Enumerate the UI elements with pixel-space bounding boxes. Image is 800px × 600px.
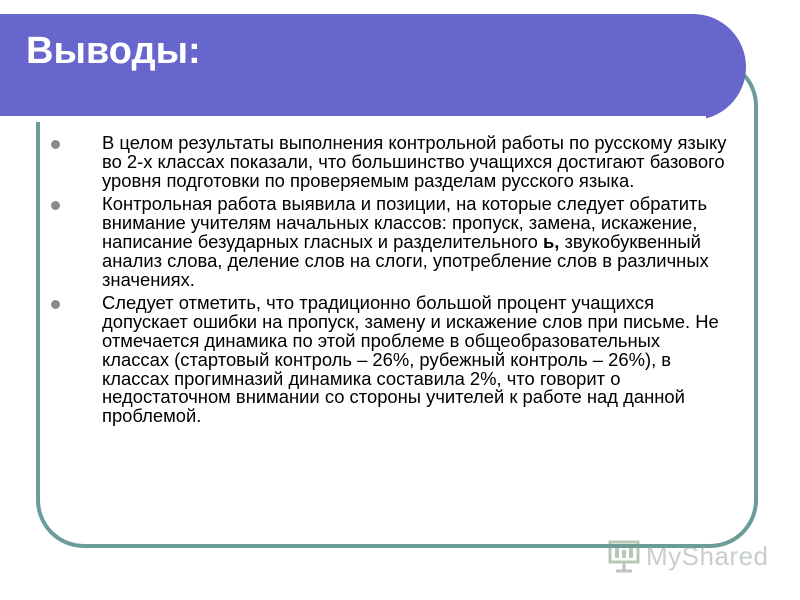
bullet-dot-icon bbox=[51, 300, 60, 309]
bullet-item-3 bbox=[50, 294, 730, 426]
bullet-text-3: Следует отметить, что традиционно большой процент учащихся допускает ошибки на пропуск, замену и искажение слов при письме. Не отмечается динамика по этой проблеме в общеобразовательных классах (стартовый контроль – 26%, рубежный контроль – 26%), в классах прогимназий динамика составила 2%, что говорит о недостаточном внимании со стороны учителей к работе над данной проблемой. bbox=[102, 292, 719, 427]
bullet-text-2-soft-sign: ь, bbox=[542, 230, 560, 252]
bullet-dot-icon bbox=[51, 140, 60, 149]
bullet-dot-icon bbox=[51, 201, 60, 210]
bullet-item-1 bbox=[50, 134, 730, 190]
bullet-text-2-part-2: звукобуквенный анализ слова, деление слов на слоги, употребление слов в различных значениях. bbox=[102, 230, 709, 290]
slide-title: Выводы: bbox=[26, 30, 201, 72]
watermark bbox=[606, 536, 769, 576]
title-band bbox=[0, 14, 746, 120]
bullet-text-1: В целом результаты выполнения контрольной работы по русскому языку во 2-х классах показали, что большинство учащихся достигают базового уровня подготовки по проверяемым разделам русского языка. bbox=[102, 132, 727, 191]
presentation-board-icon bbox=[606, 538, 642, 574]
bullet-list bbox=[50, 134, 730, 431]
bullet-text-2-part-1: Контрольная работа выявила и позиции, на которые следует обратить внимание учителям начальных классов: пропуск, замена, искажение, написание безударных гласных и разделительного bbox=[102, 193, 708, 252]
bullet-item-2 bbox=[50, 195, 730, 289]
title-underline bbox=[0, 116, 706, 122]
watermark-text: MyShared bbox=[646, 540, 769, 571]
